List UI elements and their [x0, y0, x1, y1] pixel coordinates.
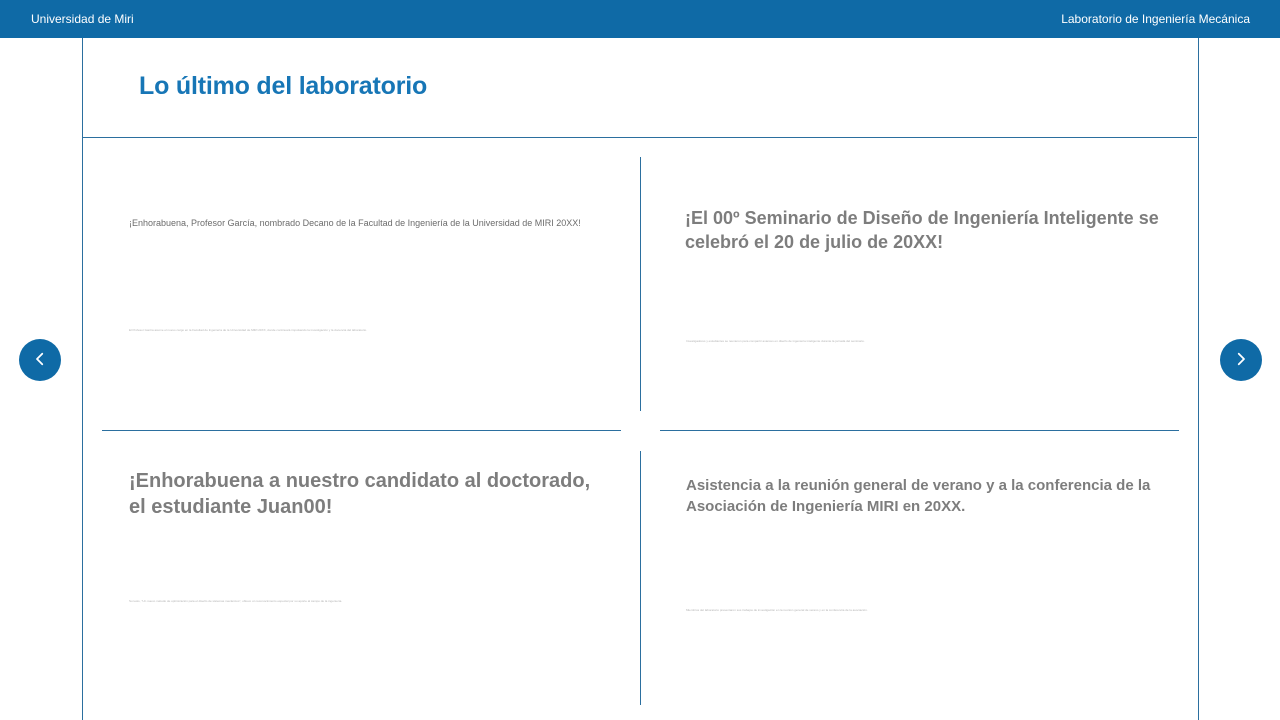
- university-name[interactable]: Universidad de Miri: [31, 12, 134, 26]
- section-title: Lo último del laboratorio: [139, 72, 428, 100]
- news-title[interactable]: ¡El 00º Seminario de Diseño de Ingeniería Inteligente se celebró el 20 de julio de 20XX!: [685, 208, 1159, 252]
- news-title[interactable]: ¡Enhorabuena, Profesor García, nombrado Decano de la Facultad de Ingeniería de la Universidad de MIRI 20XX!: [129, 218, 581, 228]
- carousel-prev-button[interactable]: [19, 339, 61, 381]
- chevron-right-icon: [1232, 350, 1250, 371]
- news-description: El Profesor García asume el nuevo cargo en la Facultad de Ingeniería de la Universidad de MIRI 20XX, donde continuará impulsando la investigación y la docencia del laboratorio.: [129, 328, 367, 332]
- chevron-left-icon: [31, 350, 49, 371]
- content-right-border: [1198, 38, 1199, 720]
- carousel-next-button[interactable]: [1220, 339, 1262, 381]
- news-title[interactable]: ¡Enhorabuena a nuestro candidato al doctorado, el estudiante Juan00!: [129, 470, 591, 518]
- news-title[interactable]: Asistencia a la reunión general de verano y a la conferencia de la Asociación de Ingeniería MIRI en 20XX.: [686, 477, 1151, 515]
- grid-divider-horizontal-right: [660, 430, 1179, 431]
- news-description: Investigadores y estudiantes se reunieron para compartir avances en diseño de ingeniería inteligente durante la jornada del seminario.: [686, 339, 865, 343]
- grid-divider-horizontal-left: [102, 430, 621, 431]
- lab-name[interactable]: Laboratorio de Ingeniería Mecánica: [1061, 12, 1250, 26]
- title-separator: [83, 137, 1197, 138]
- grid-divider-vertical-top: [640, 157, 641, 411]
- news-description: Miembros del laboratorio presentaron sus trabajos de investigación en la reunión general de verano y en la conferencia de la asociación.: [686, 608, 868, 612]
- content-left-border: [82, 38, 83, 720]
- top-bar: [0, 0, 1280, 38]
- grid-divider-vertical-bottom: [640, 451, 641, 705]
- news-description: Su tesis, "Un nuevo método de optimización para el diseño de sistemas mecánicos", obtuvo un reconocimiento especial por su aporte al campo de la ingeniería.: [129, 599, 343, 603]
